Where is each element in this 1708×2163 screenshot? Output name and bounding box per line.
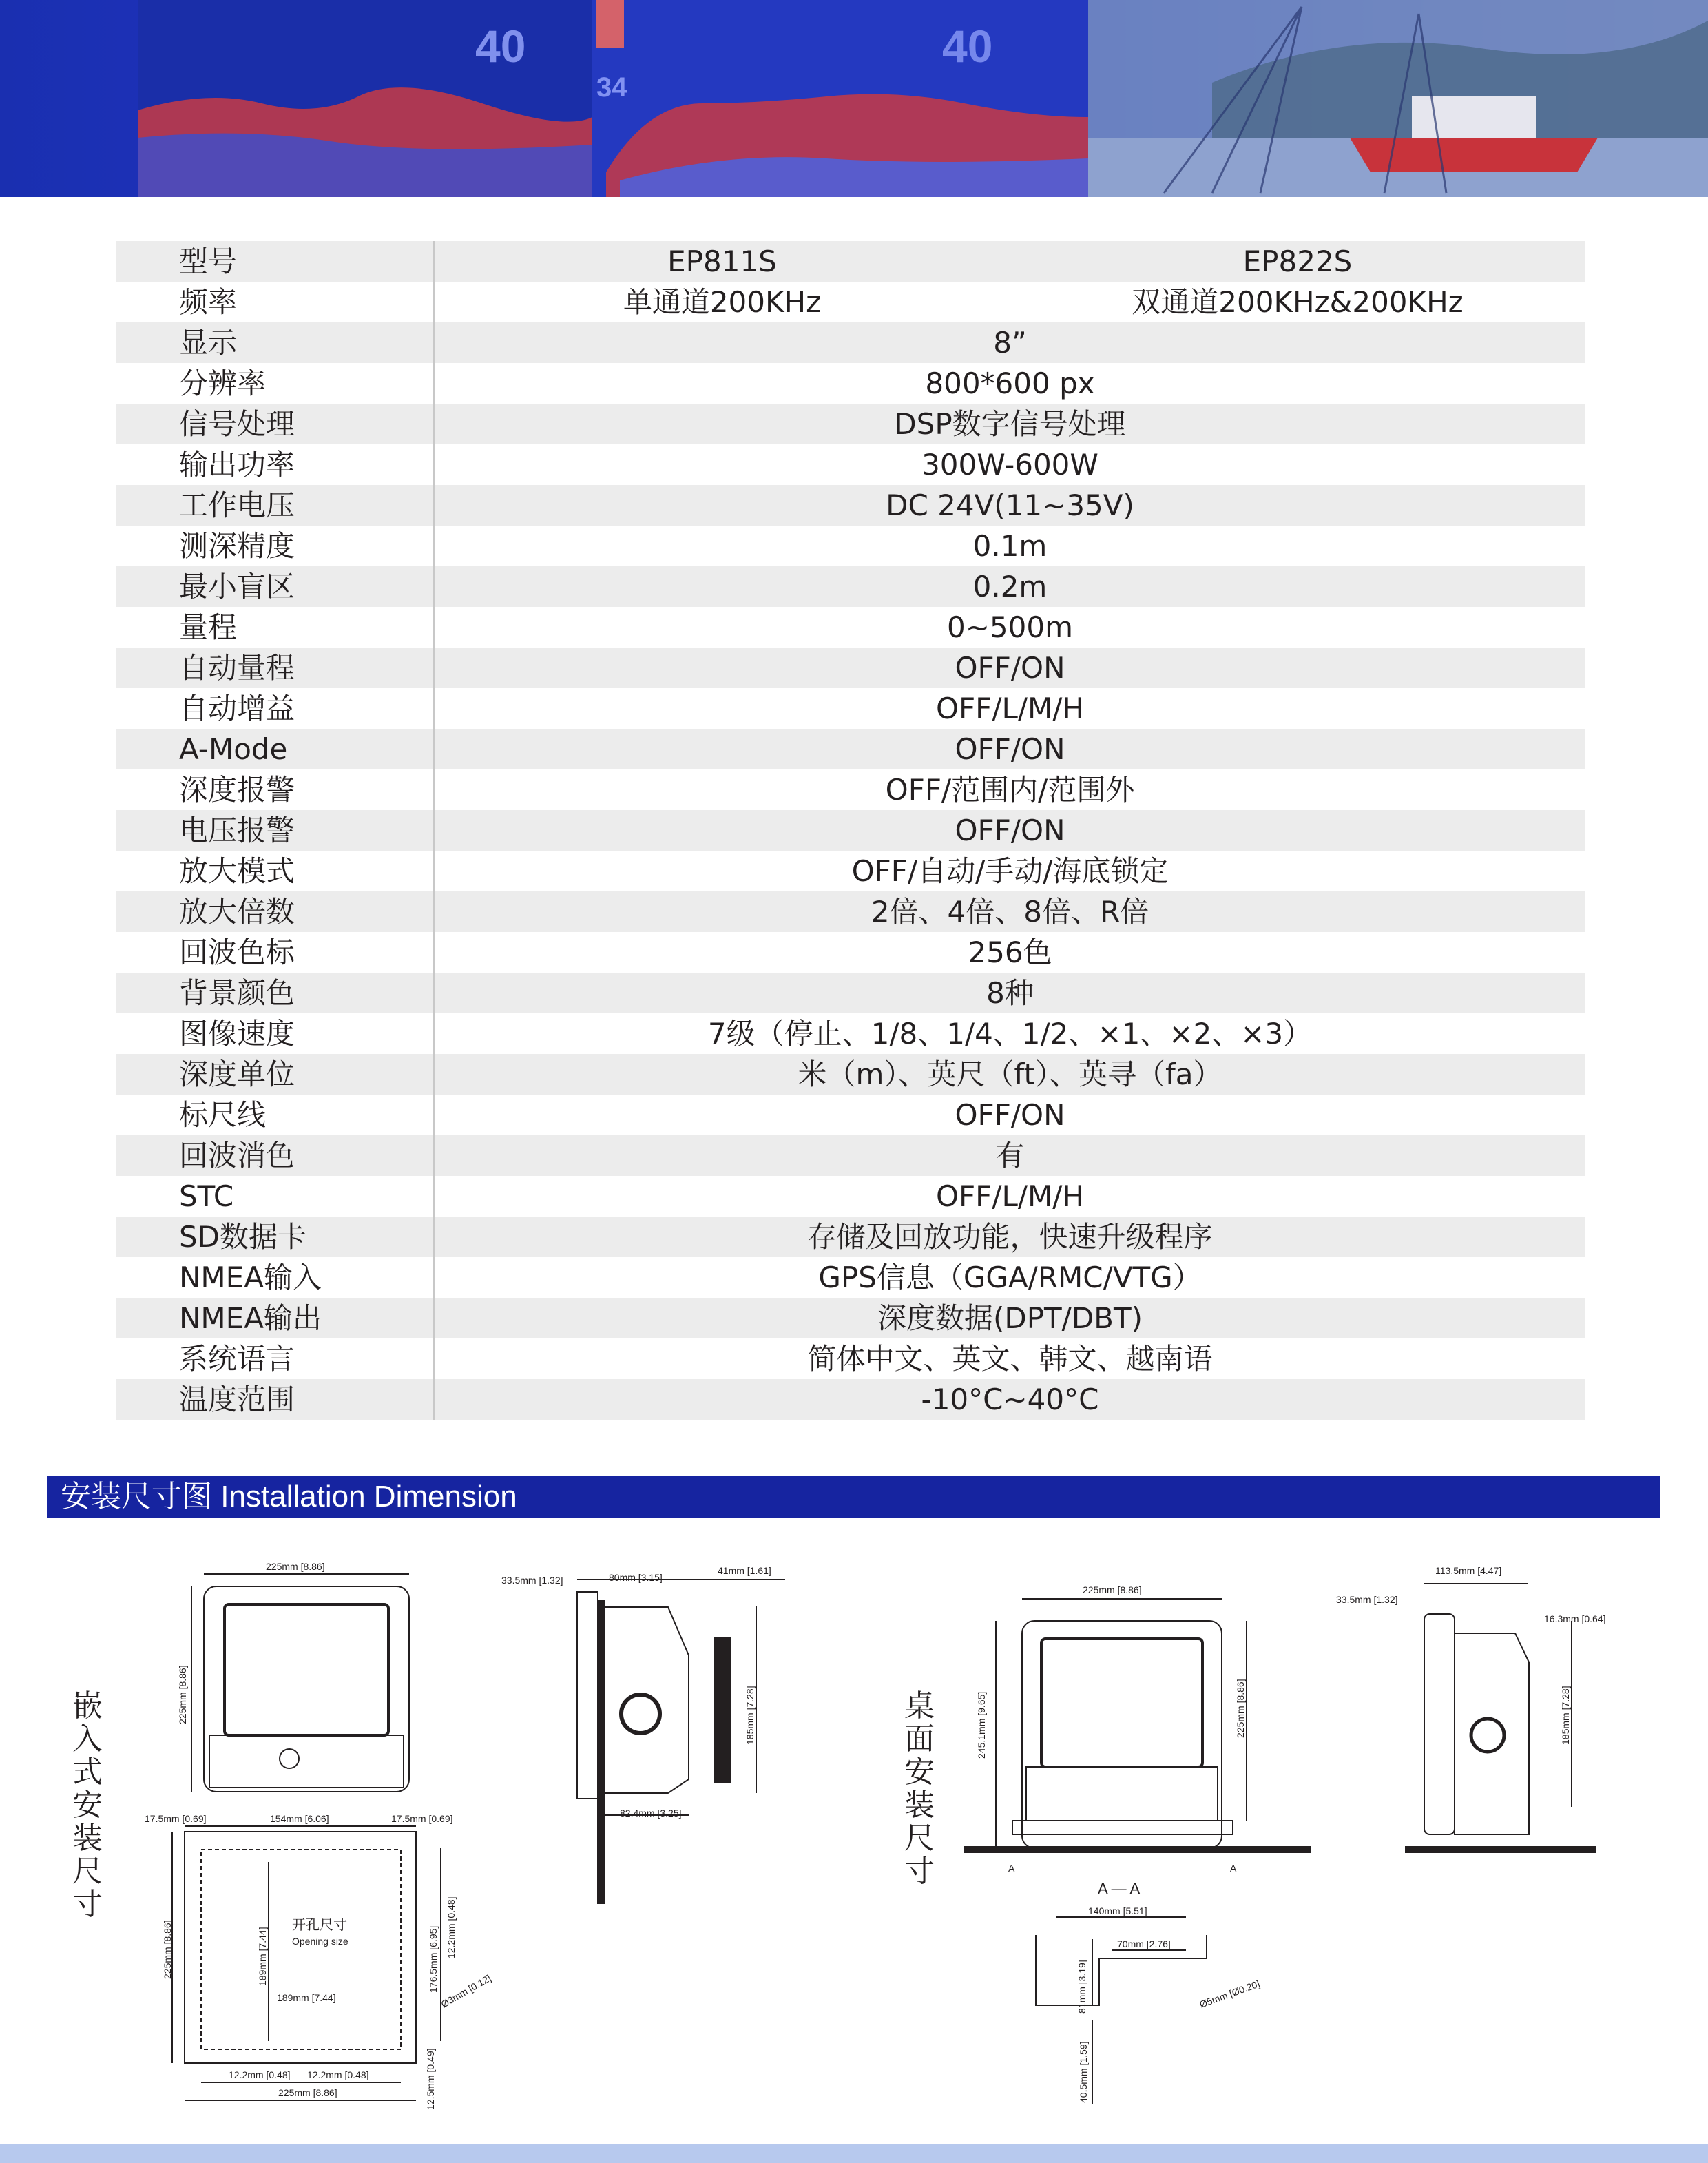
row-value: OFF/ON — [434, 648, 1585, 688]
desk-screen — [1041, 1639, 1202, 1767]
model-1: EP811S — [434, 241, 1010, 282]
flush-side-h: 185mm [7.28] — [744, 1686, 756, 1745]
cut-right1: 176.5mm [6.95] — [428, 1925, 439, 1993]
desk-front-w: 225mm [8.86] — [1083, 1584, 1142, 1595]
desk-side-h: 185mm [7.28] — [1560, 1686, 1571, 1745]
flush-keypad — [209, 1735, 404, 1788]
row-label: NMEA输出 — [116, 1298, 434, 1338]
row-value: DSP数字信号处理 — [434, 404, 1585, 444]
row-label: 回波消色 — [116, 1135, 434, 1176]
row-value: 0.2m — [434, 566, 1585, 607]
flush-side-bottom: 82.4mm [3.25] — [620, 1808, 682, 1819]
row-label: SD数据卡 — [116, 1217, 434, 1257]
cut-mid: 154mm [6.06] — [270, 1813, 329, 1824]
desk-mark-a-left: A — [1008, 1863, 1015, 1874]
row-label: 测深精度 — [116, 526, 434, 566]
row-value: 存储及回放功能，快速升级程序 — [434, 1217, 1585, 1257]
table-row — [116, 973, 1585, 1013]
desk-front-h: 225mm [8.86] — [1235, 1679, 1246, 1738]
desk-mark-a-right: A — [1230, 1863, 1237, 1874]
desk-bracket — [1012, 1821, 1233, 1834]
dimension-drawings — [0, 1518, 1708, 2138]
row-value: OFF/ON — [955, 1098, 1065, 1132]
vertical-title-text: 桌 面 安 装 尺 寸 — [904, 1688, 935, 1889]
vertical-title-text: 嵌 入 式 安 装 尺 寸 — [72, 1688, 103, 1922]
desk-side-right: 16.3mm [0.64] — [1544, 1613, 1606, 1624]
table-row — [116, 1013, 1585, 1054]
row-label: 自动量程 — [116, 648, 434, 688]
table-row — [116, 485, 1585, 526]
row-label: 显示 — [116, 322, 434, 363]
row-label: 标尺线 — [116, 1095, 434, 1135]
desk-keypad — [1026, 1767, 1218, 1821]
row-label: NMEA输入 — [116, 1257, 434, 1298]
table-row — [116, 607, 1585, 648]
table-row — [116, 1257, 1585, 1298]
desk-base-h: 81mm [3.19] — [1076, 1960, 1087, 2014]
row-value: -10°C~40°C — [434, 1379, 1585, 1420]
desk-base-bottom: 40.5mm [1.59] — [1078, 2041, 1089, 2103]
row-value: OFF/L/M/H — [935, 1179, 1085, 1213]
flush-front-body — [204, 1586, 409, 1792]
table-row — [116, 932, 1585, 973]
desk-front-h-total: 245.1mm [9.65] — [976, 1691, 987, 1759]
cut-bottom-h: 12.5mm [0.49] — [425, 2048, 436, 2110]
row-value: 8” — [434, 322, 1585, 363]
row-label: 分辨率 — [116, 363, 434, 404]
row-value: 7级（停止、1/8、1/4、1/2、×1、×2、×3） — [707, 1017, 1313, 1051]
row-value: 256色 — [968, 935, 1052, 969]
installation-drawings — [0, 1518, 1708, 2138]
table-row — [116, 1095, 1585, 1135]
row-value: OFF/范围内/范围外 — [885, 773, 1135, 807]
table-row — [116, 404, 1585, 444]
row-label: 电压报警 — [116, 810, 434, 851]
row-value: 300W-600W — [921, 448, 1098, 482]
table-row — [116, 526, 1585, 566]
table-row — [116, 688, 1585, 729]
desk-side-body — [1455, 1633, 1529, 1834]
boat-hull — [1350, 138, 1598, 172]
table-row — [116, 282, 1585, 322]
flush-side-depth1: 33.5mm [1.32] — [501, 1575, 563, 1586]
desk-section-aa: A — A — [1098, 1880, 1141, 1897]
desk-side-bezel — [1424, 1614, 1455, 1834]
table-row — [116, 851, 1585, 891]
table-row — [116, 810, 1585, 851]
flush-side-depth3: 41mm [1.61] — [718, 1565, 771, 1576]
spec-table — [116, 241, 1585, 1420]
table-row — [116, 1054, 1585, 1095]
table-row — [116, 1217, 1585, 1257]
table-row — [116, 1298, 1585, 1338]
cut-left: 17.5mm [0.69] — [145, 1813, 207, 1824]
row-label: 输出功率 — [116, 444, 434, 485]
flush-screen — [225, 1604, 388, 1735]
row-label: 型号 — [116, 241, 434, 282]
row-value: OFF/L/M/H — [935, 692, 1085, 725]
desk-side-connector — [1471, 1719, 1504, 1752]
table-row — [116, 1379, 1585, 1420]
row-label: 系统语言 — [116, 1338, 434, 1379]
cut-bottom-w: 225mm [8.86] — [278, 2087, 337, 2098]
flush-side-bezel — [577, 1592, 598, 1799]
row-label: 最小盲区 — [116, 566, 434, 607]
row-value: OFF/自动/手动/海底锁定 — [851, 854, 1169, 888]
freq-1: 单通道200KHz — [623, 285, 822, 319]
flush-front-w: 225mm [8.86] — [266, 1561, 325, 1572]
flush-side-body — [605, 1607, 689, 1793]
cut-right: 17.5mm [0.69] — [391, 1813, 453, 1824]
table-row — [116, 241, 1585, 282]
row-label: 回波色标 — [116, 932, 434, 973]
cutout-outer — [185, 1832, 416, 2063]
flush-front-h: 225mm [8.86] — [177, 1665, 188, 1724]
cut-hole: Ø3mm [0.12] — [439, 1972, 493, 2010]
sonar-depth-label-1: 40 — [475, 21, 526, 72]
table-row — [116, 322, 1585, 363]
row-label: 放大模式 — [116, 851, 434, 891]
row-value: 深度数据(DPT/DBT) — [434, 1298, 1585, 1338]
table-row — [116, 444, 1585, 485]
flush-side-bracket — [715, 1638, 730, 1783]
sonar-depth-bar — [596, 0, 624, 48]
desk-base-inner: 70mm [2.76] — [1117, 1938, 1171, 1949]
model-2: EP822S — [1010, 241, 1585, 282]
flush-side-depth2: 80mm [3.15] — [609, 1572, 663, 1583]
row-value: 2倍、4倍、8倍、R倍 — [434, 891, 1585, 932]
row-value: OFF/ON — [434, 810, 1585, 851]
row-label: 自动增益 — [116, 688, 434, 729]
desk-side-depth: 33.5mm [1.32] — [1336, 1594, 1398, 1605]
row-label: 温度范围 — [116, 1379, 434, 1420]
row-label: 量程 — [116, 607, 434, 648]
header-banner — [0, 0, 1708, 197]
desk-front-body — [1022, 1621, 1222, 1848]
footer-stripe — [0, 2144, 1708, 2163]
row-value: 简体中文、英文、韩文、越南语 — [807, 1342, 1213, 1376]
cut-bottom1: 12.2mm [0.48] — [229, 2069, 291, 2080]
flush-panel — [598, 1600, 605, 1903]
row-label: 深度单位 — [116, 1054, 434, 1095]
cut-outer-h: 225mm [8.86] — [162, 1920, 173, 1979]
cut-label-en: Opening size — [292, 1936, 348, 1947]
row-label: 放大倍数 — [116, 891, 434, 932]
flush-knob — [280, 1749, 299, 1768]
row-label: 信号处理 — [116, 404, 434, 444]
boat-cabin — [1412, 96, 1536, 138]
row-value: 8种 — [434, 973, 1585, 1013]
cut-label-cn: 开孔尺寸 — [292, 1918, 347, 1933]
sonar-depth-label-2: 34 — [596, 72, 627, 103]
row-label: STC — [116, 1176, 434, 1217]
table-row — [116, 1176, 1585, 1217]
row-label: 频率 — [116, 282, 434, 322]
table-row — [116, 1338, 1585, 1379]
row-label: 深度报警 — [116, 769, 434, 810]
table-row — [116, 769, 1585, 810]
cut-inner-w: 189mm [7.44] — [277, 1992, 336, 2003]
table-row — [116, 648, 1585, 688]
row-value: 0.1m — [972, 529, 1048, 563]
freq-2: 双通道200KHz&200KHz — [1132, 285, 1464, 319]
row-value: 有 — [434, 1135, 1585, 1176]
row-value: DC 24V(11~35V) — [434, 485, 1585, 526]
cut-inner-h: 189mm [7.44] — [257, 1927, 268, 1986]
desk-side-top: 113.5mm [4.47] — [1435, 1565, 1502, 1576]
table-row — [116, 566, 1585, 607]
row-value: 800*600 px — [925, 366, 1095, 400]
row-value: 0~500m — [947, 610, 1073, 644]
sonar-depth-label-3: 40 — [942, 21, 993, 72]
row-value: OFF/ON — [434, 729, 1585, 769]
row-value: GPS信息（GGA/RMC/VTG） — [818, 1261, 1202, 1294]
section-title: 安装尺寸图 Installation Dimension — [47, 1476, 1660, 1518]
row-label: 工作电压 — [116, 485, 434, 526]
row-value: 米（m）、英尺（ft）、英寻（fa） — [434, 1054, 1585, 1095]
flush-side-connector — [621, 1695, 660, 1733]
table-row — [116, 891, 1585, 932]
desk-base-w: 140mm [5.51] — [1088, 1905, 1147, 1916]
cutout-opening — [201, 1850, 401, 2049]
row-label: 图像速度 — [116, 1013, 434, 1054]
desk-base-hole: Ø5mm [Ø0.20] — [1198, 1978, 1262, 2010]
table-row — [116, 729, 1585, 769]
cut-bottom2: 12.2mm [0.48] — [307, 2069, 369, 2080]
row-label: 背景颜色 — [116, 973, 434, 1013]
table-row — [116, 363, 1585, 404]
row-label: A-Mode — [116, 729, 434, 769]
table-row — [116, 1135, 1585, 1176]
banner-art — [0, 0, 1708, 197]
cut-right2: 12.2mm [0.48] — [446, 1896, 457, 1958]
